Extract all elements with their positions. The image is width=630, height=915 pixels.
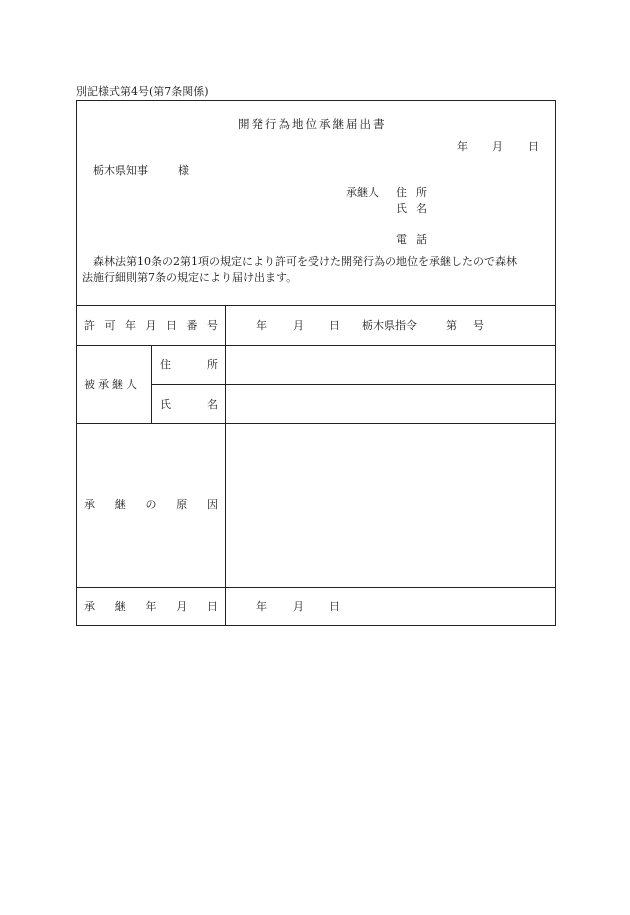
addressee-honorific: 様 (178, 164, 189, 177)
statement-line-1: 森林法第10条の2第1項の規定により許可を受けた開発行為の地位を承継したので森林 (93, 255, 517, 268)
reason-label (84, 499, 218, 510)
permit-day: 日 (329, 319, 340, 332)
predecessor-name-label (160, 399, 218, 410)
address-char-2: 所 (416, 186, 427, 199)
statement-line-2: 法施行細則第7条の規定により届け出ます。 (82, 271, 298, 284)
sd-char-1: 承 (84, 600, 95, 613)
name-char-1: 氏 (396, 202, 407, 215)
permit-year: 年 (256, 319, 267, 332)
permit-issuer: 栃木県指令 (362, 319, 417, 332)
divider-header (77, 305, 555, 306)
column-divider-main (225, 305, 226, 626)
reason-char-2: 継 (114, 498, 126, 511)
permit-char-7: 号 (207, 319, 218, 332)
succession-date-label (84, 601, 218, 612)
permit-number-prefix: 第 (446, 319, 457, 332)
permit-char-2: 可 (104, 319, 116, 332)
reason-char-4: 原 (176, 498, 188, 511)
successor-name-label (396, 203, 427, 214)
sd-char-5: 日 (207, 600, 218, 613)
pred-address-char-2: 所 (207, 358, 218, 371)
permit-char-3: 年 (125, 319, 136, 332)
form-title: 開発行為地位承継届出書 (238, 117, 387, 131)
permit-char-6: 番 (186, 319, 198, 332)
successor-address-label (396, 187, 427, 198)
date-day-label: 日 (528, 140, 539, 153)
sd-char-3: 年 (145, 600, 157, 613)
succession-year: 年 (256, 600, 267, 613)
permit-char-4: 月 (145, 319, 157, 332)
pred-name-char-1: 氏 (160, 398, 171, 411)
permit-number-suffix: 号 (473, 319, 484, 332)
form-label: 別記様式第4号(第7条関係) (76, 85, 209, 98)
address-char-1: 住 (396, 186, 407, 199)
divider-predecessor-mid (151, 384, 555, 385)
pred-address-char-1: 住 (160, 358, 171, 371)
predecessor-label: 被承継人 (84, 378, 140, 391)
form-frame (76, 100, 556, 626)
reason-char-5: 因 (207, 498, 218, 511)
permit-label (84, 320, 218, 331)
phone-char-1: 電 (396, 233, 407, 246)
succession-month: 月 (293, 600, 304, 613)
sd-char-2: 継 (114, 600, 126, 613)
divider-predecessor (77, 423, 555, 424)
divider-permit (77, 345, 555, 346)
predecessor-address-label (160, 359, 218, 370)
column-divider-predecessor (151, 345, 152, 423)
permit-month: 月 (293, 319, 304, 332)
pred-name-char-2: 名 (207, 398, 218, 411)
successor-label: 承継人 (346, 186, 379, 199)
succession-day: 日 (329, 600, 340, 613)
divider-reason (77, 587, 555, 588)
date-month-label: 月 (492, 140, 503, 153)
name-char-2: 名 (416, 202, 427, 215)
sd-char-4: 月 (176, 600, 188, 613)
reason-char-1: 承 (84, 498, 95, 511)
permit-char-5: 日 (166, 319, 177, 332)
successor-phone-label (396, 234, 427, 245)
addressee: 栃木県知事 (93, 164, 148, 177)
reason-char-3: の (145, 498, 157, 511)
permit-char-1: 許 (84, 319, 95, 332)
date-year-label: 年 (457, 140, 468, 153)
phone-char-2: 話 (416, 233, 427, 246)
